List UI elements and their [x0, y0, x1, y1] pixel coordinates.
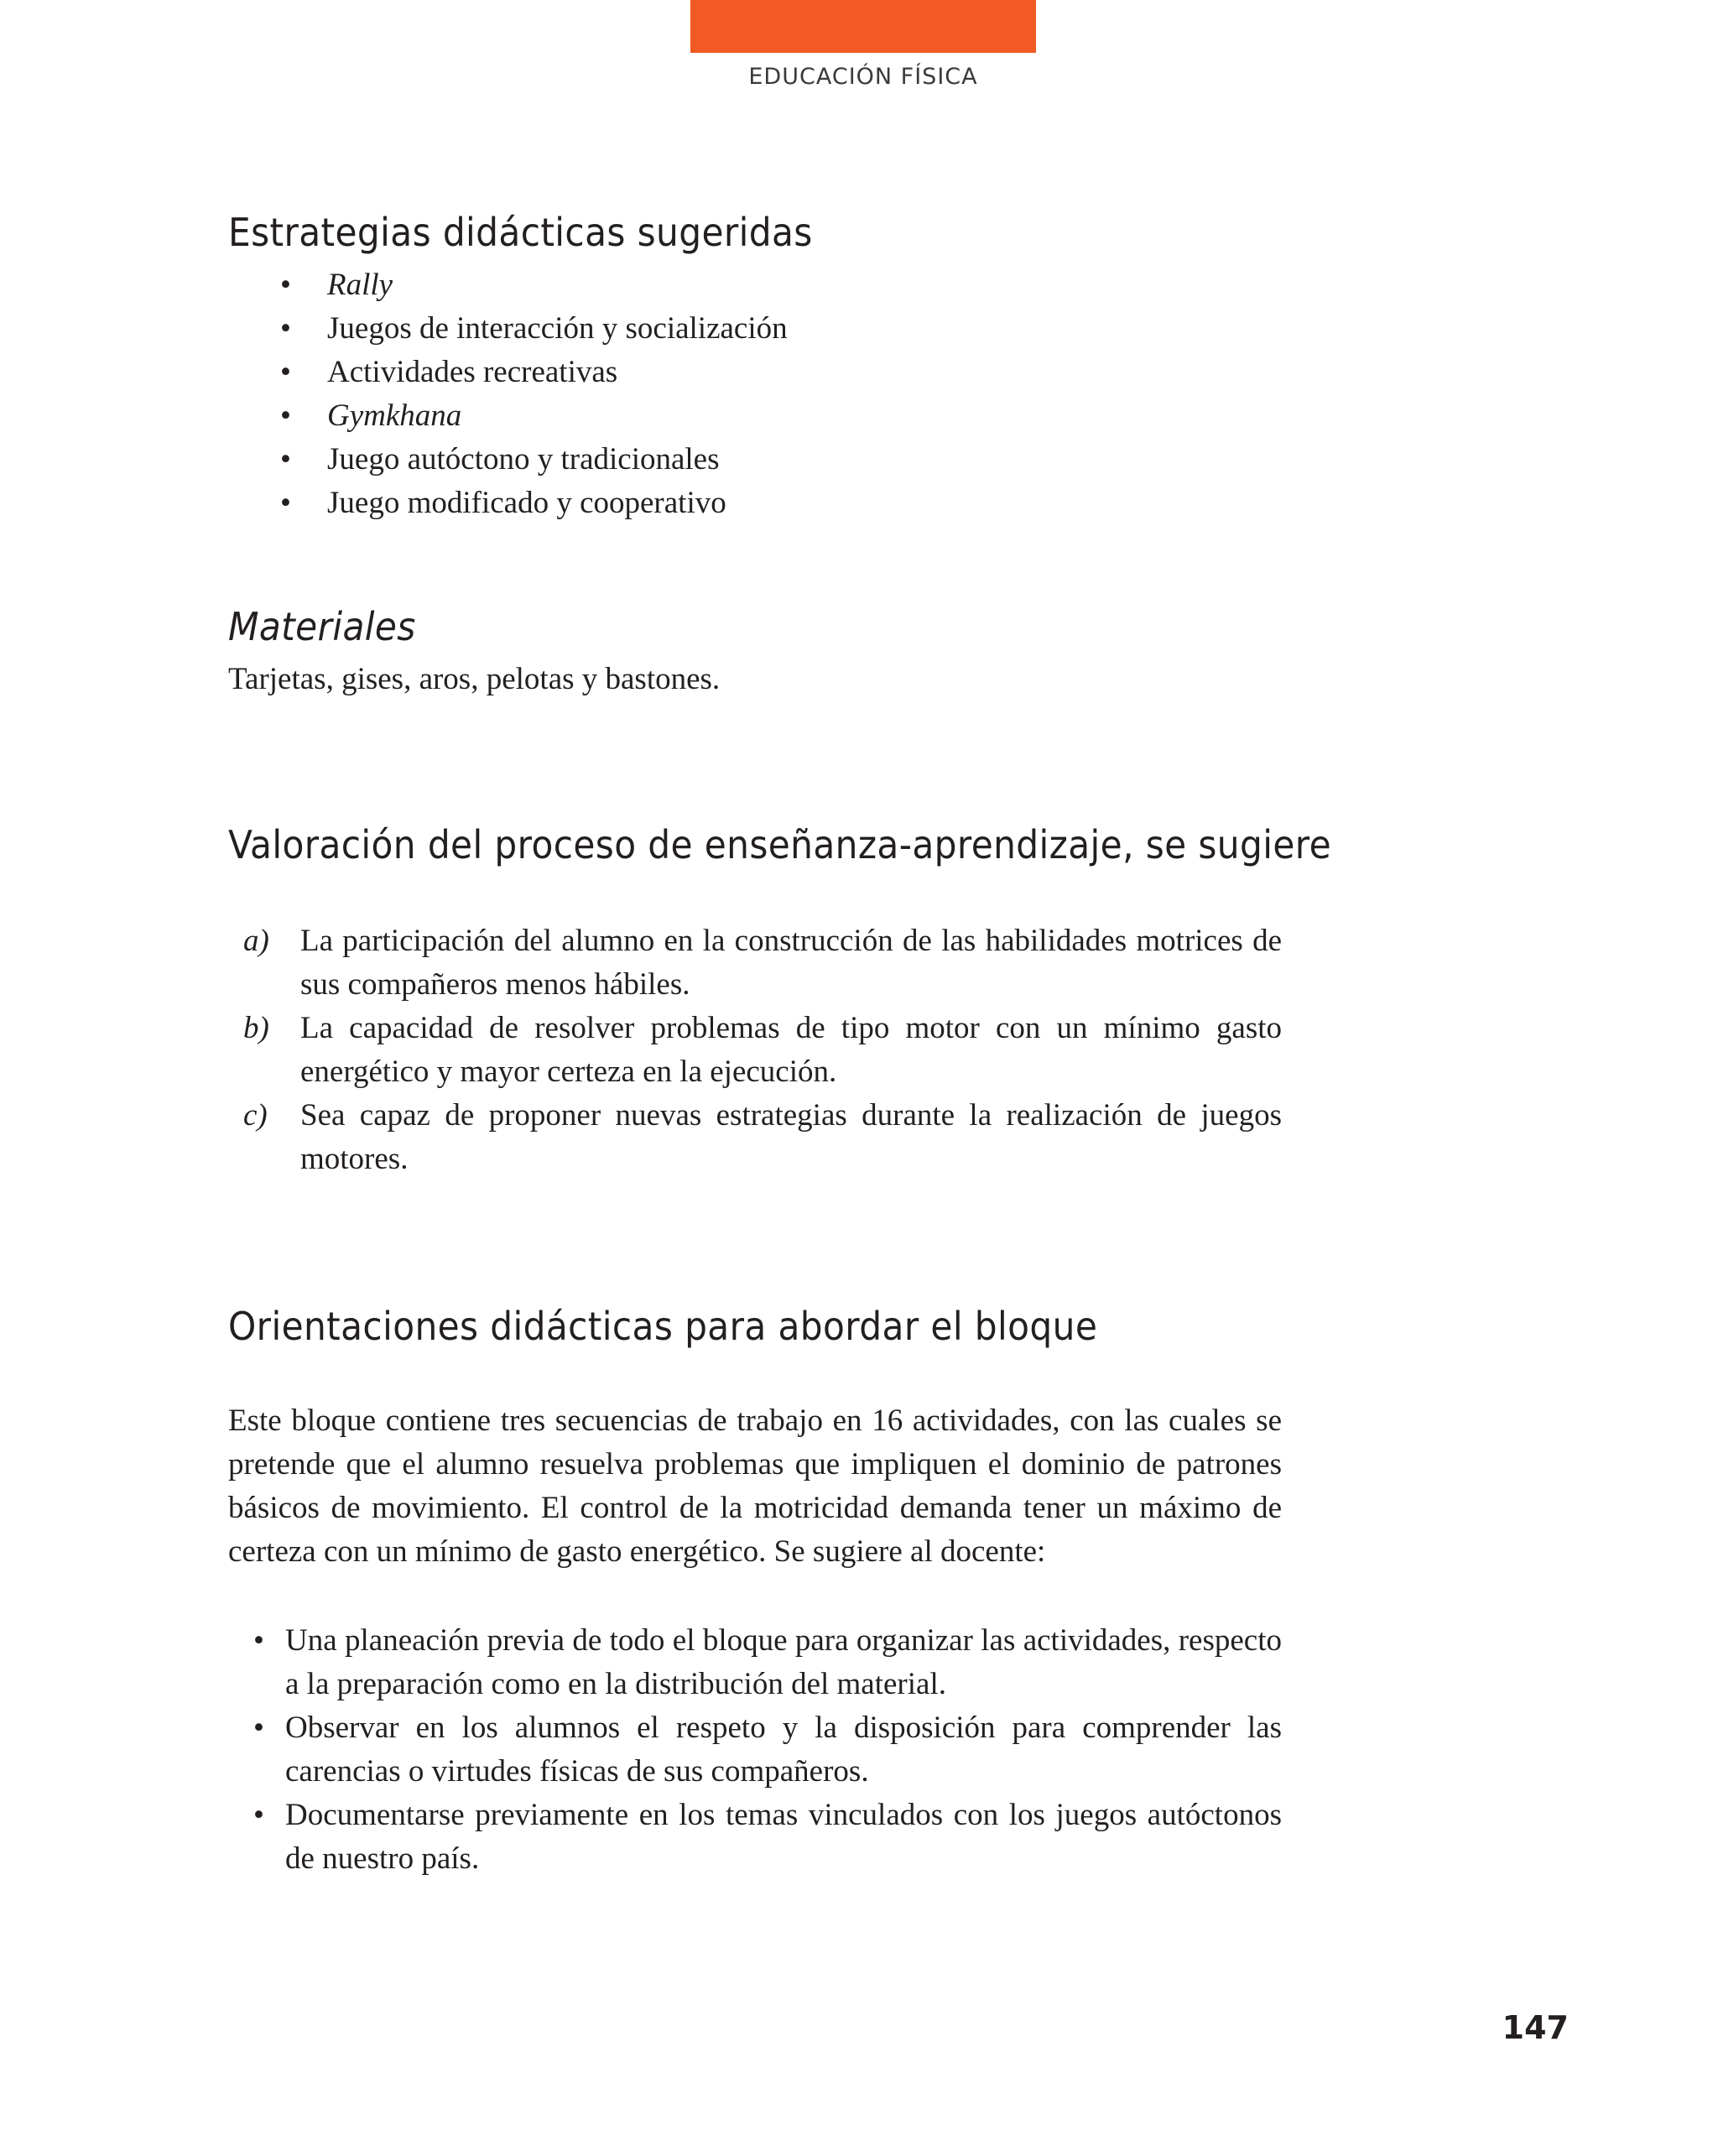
list-item	[253, 1619, 1282, 1706]
list-item	[280, 438, 788, 482]
orientations-list	[253, 1619, 1282, 1881]
materials-text: Tarjetas, gises, aros, pelotas y bastones.	[228, 662, 721, 696]
list-item-text: Juego modificado y cooperativo	[327, 486, 726, 520]
list-item-text: Documentarse previamente en los temas vinculados con los juegos autóctonos de nuestro país.	[285, 1798, 1282, 1876]
assessment-heading: Valoración del proceso de enseñanza-aprendizaje, se sugiere	[228, 822, 1331, 867]
list-item-text: Actividades recreativas	[327, 355, 618, 389]
list-item-text: Sea capaz de proponer nuevas estrategias durante la realización de juegos motores.	[300, 1098, 1282, 1176]
orientations-heading: Orientaciones didácticas para abordar el bloque	[228, 1304, 1098, 1349]
header-accent-bar	[690, 0, 1036, 53]
list-item	[280, 263, 788, 307]
bullet-icon: •	[280, 268, 291, 302]
list-letter: b)	[243, 1011, 269, 1045]
bullet-icon: •	[280, 398, 291, 433]
list-item-text: Juego autóctono y tradicionales	[327, 442, 720, 477]
list-item-text: Una planeación previa de todo el bloque para organizar las actividades, respecto a la preparación como en la distribución del material.	[285, 1623, 1282, 1701]
strategies-heading: Estrategias didácticas sugeridas	[228, 210, 813, 255]
list-item	[280, 307, 788, 351]
list-letter: a)	[243, 924, 269, 958]
bullet-icon: •	[253, 1798, 264, 1832]
page-number: 147	[1502, 2009, 1569, 2046]
running-head: EDUCACIÓN FÍSICA	[748, 64, 978, 90]
list-item	[280, 351, 788, 394]
assessment-list	[243, 919, 1282, 1181]
list-item-text: La participación del alumno en la construcción de las habilidades motrices de sus compañeros menos hábiles.	[300, 924, 1282, 1002]
materials-heading: Materiales	[228, 604, 416, 649]
list-item-text: Gymkhana	[327, 398, 462, 433]
list-item-text: La capacidad de resolver problemas de tipo motor con un mínimo gasto energético y mayor certeza en la ejecución.	[300, 1011, 1282, 1089]
orientations-paragraph: Este bloque contiene tres secuencias de trabajo en 16 actividades, con las cuales se pretende que el alumno resuelva problemas que impliquen el dominio de patrones básicos de movimiento. El control de la motricidad demanda tener un máximo de certeza con un mínimo de gasto energético. Se sugiere al docente:	[228, 1403, 1282, 1569]
strategies-list	[280, 263, 788, 525]
list-item-text: Rally	[327, 268, 393, 302]
bullet-icon: •	[280, 311, 291, 346]
bullet-icon: •	[280, 442, 291, 477]
bullet-icon: •	[253, 1623, 264, 1658]
bullet-icon: •	[253, 1711, 264, 1745]
list-item	[253, 1706, 1282, 1794]
list-item	[280, 394, 788, 438]
list-item-text: Juegos de interacción y socialización	[327, 311, 788, 346]
list-item	[243, 1094, 1282, 1181]
list-item	[243, 1007, 1282, 1094]
bullet-icon: •	[280, 486, 291, 520]
list-item	[243, 919, 1282, 1007]
bullet-icon: •	[280, 355, 291, 389]
list-item-text: Observar en los alumnos el respeto y la disposición para comprender las carencias o virtudes físicas de sus compañeros.	[285, 1711, 1282, 1789]
list-item	[253, 1794, 1282, 1881]
list-letter: c)	[243, 1098, 268, 1133]
list-item	[280, 482, 788, 525]
